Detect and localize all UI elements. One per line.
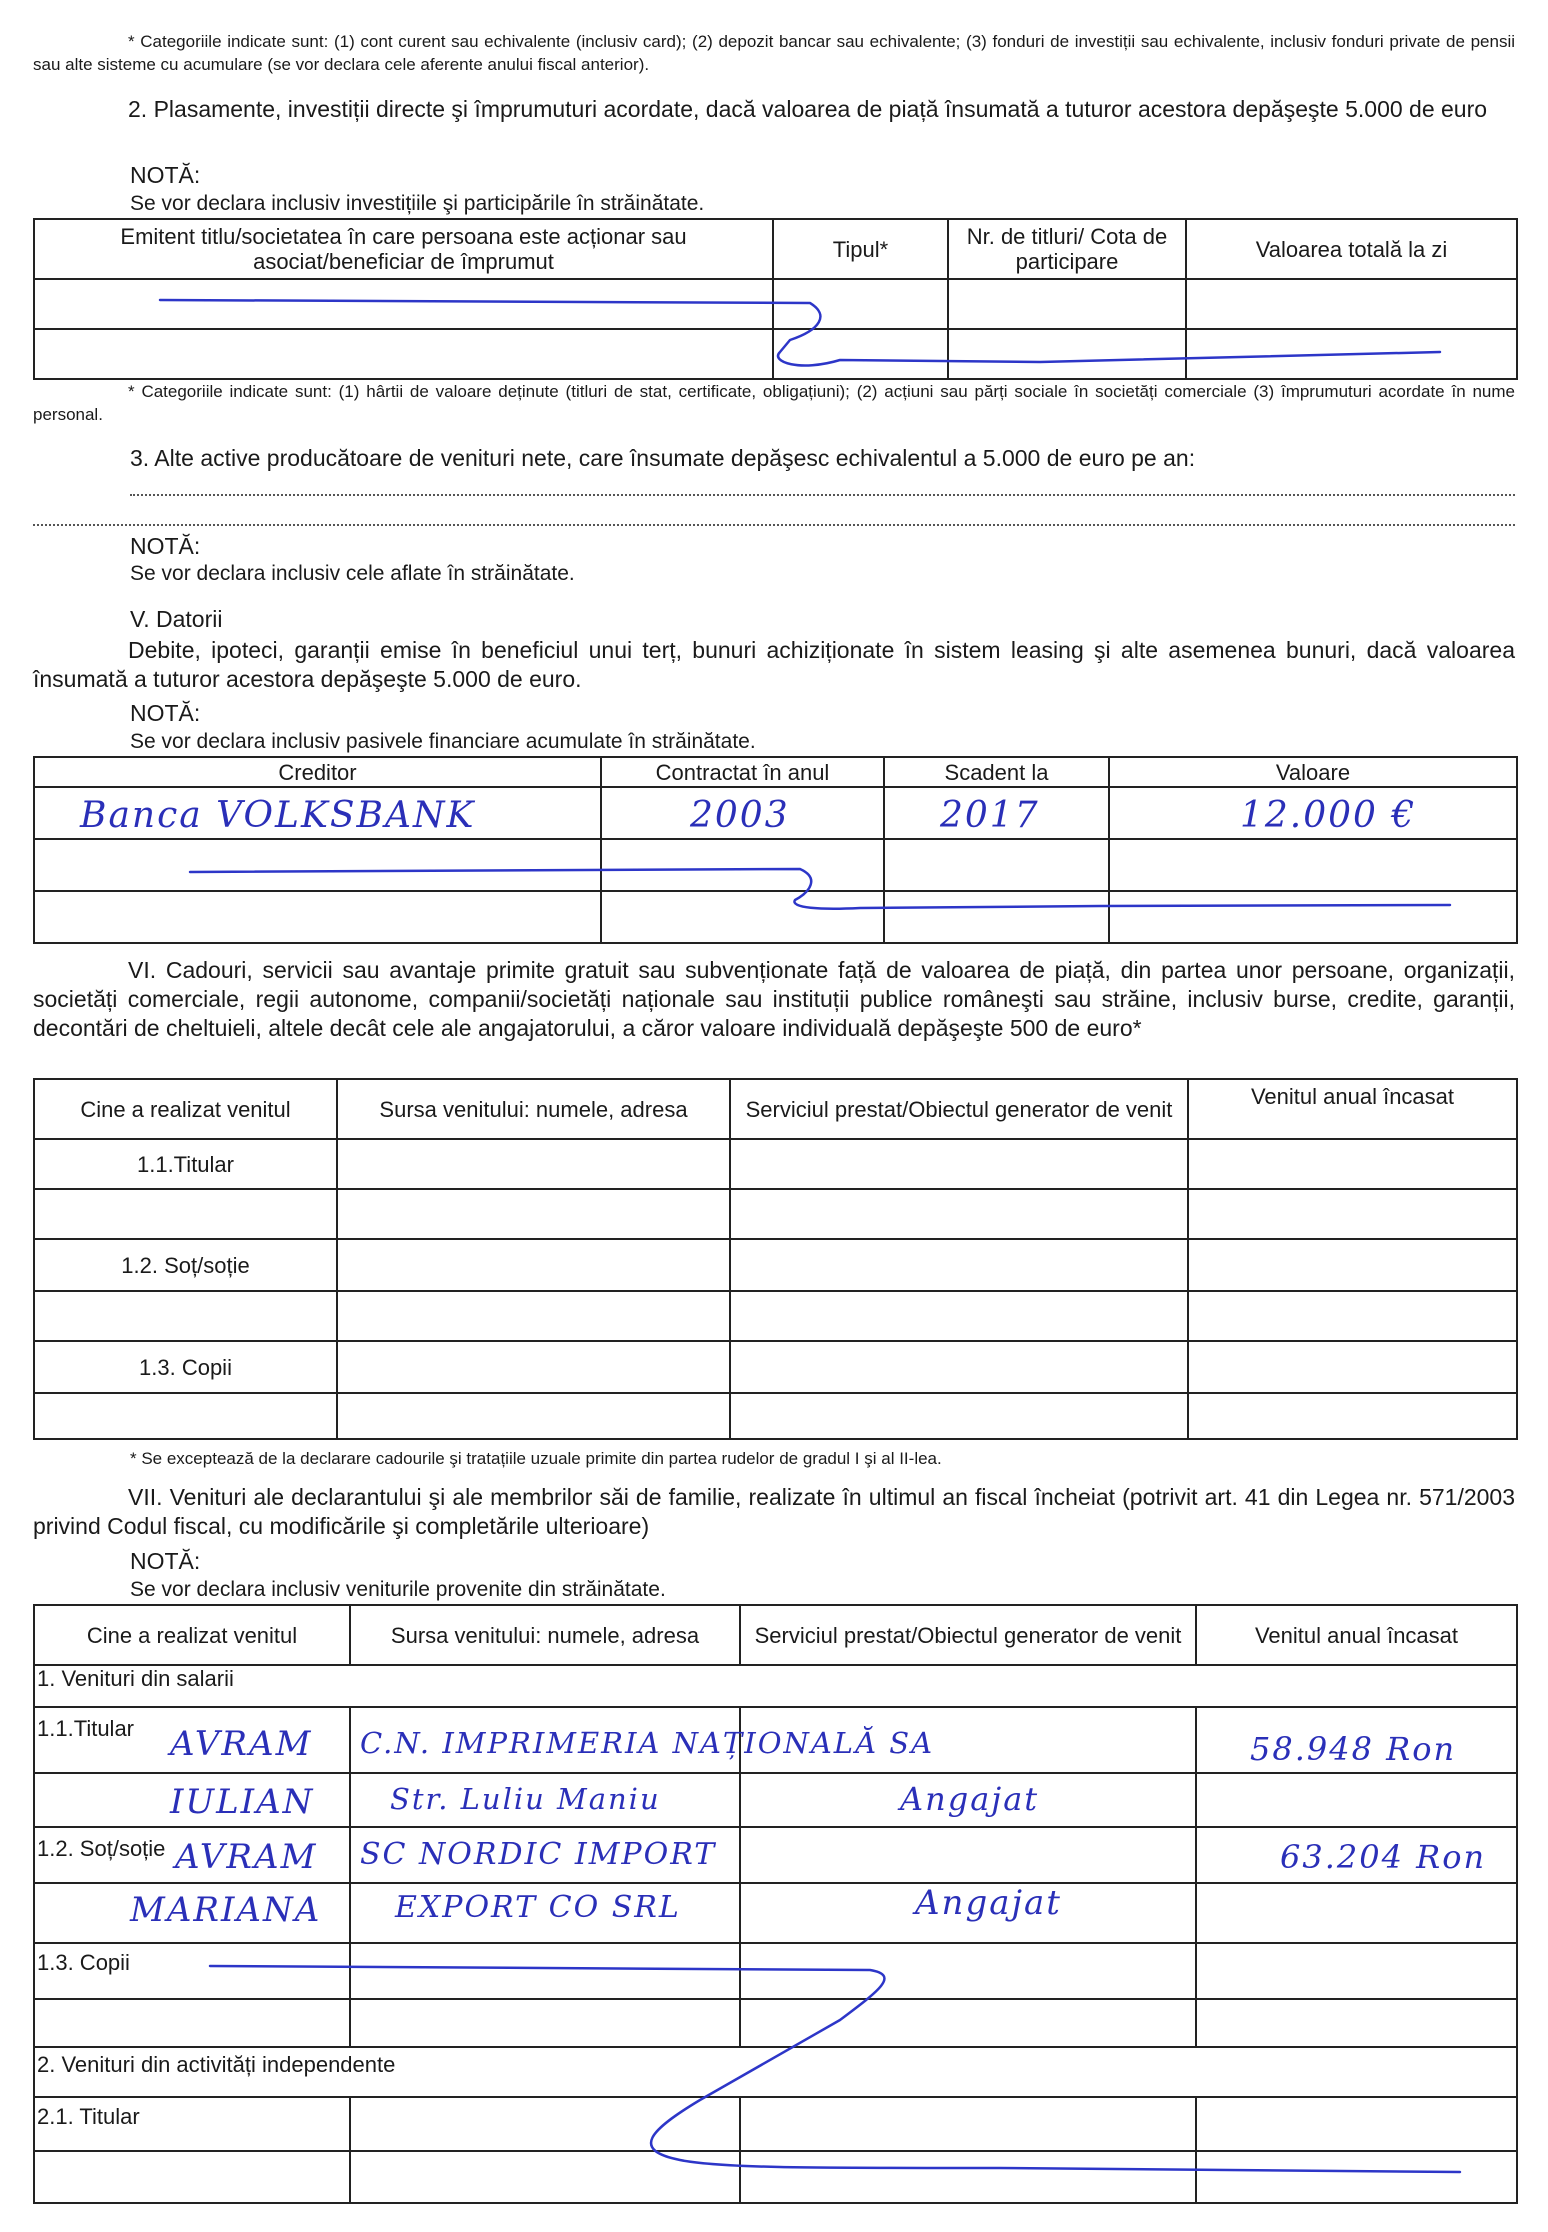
- group-salaries: 1. Venituri din salarii: [34, 1665, 1517, 1707]
- header-shares: Nr. de titluri/ Cota de participare: [948, 219, 1186, 279]
- table-row: [34, 1189, 1517, 1239]
- section-7-nota: NOTĂ:: [130, 1548, 201, 1574]
- section-6-title: VI. Cadouri, servicii sau avantaje primite gratuit sau subvenționate față de valoarea de piață, din partea unor persoane, organizații, societăți comerciale, regii autonome, companii/societăți naționale sau instituții publice româneşti sau străine, inclusiv burse, credite, garanții, decontări de cheltuieli, altele decât cele ale angajatorului, a căror valoare individuală depăşeşte 500 de euro*: [33, 957, 1515, 1041]
- holder-name-line1: AVRAM: [170, 1724, 313, 1764]
- table-row: [34, 329, 1517, 379]
- due-value: 2017: [940, 795, 1040, 836]
- section-3-note: Se vor declara inclusiv cele aflate în străinătate.: [130, 562, 575, 585]
- holder-service: Angajat: [900, 1780, 1040, 1818]
- section-7-title: VII. Venituri ale declarantului şi ale membrilor săi de familie, realizate în ultimul an fiscal încheiat (potrivit art. 41 din Legea nr. 571/2003 privind Codul fiscal, cu modificările şi completările ulterioare): [33, 1484, 1515, 1539]
- table-row: [34, 1943, 1517, 1999]
- dotted-line: [33, 524, 1515, 526]
- row-label-children: 1.3. Copii: [34, 1943, 350, 1999]
- spouse-service: Angajat: [915, 1883, 1062, 1923]
- header-due: Scadent la: [884, 757, 1109, 787]
- row-label-holder: 1.1.Titular: [34, 1139, 337, 1189]
- section-2-title: 2. Plasamente, investiții directe şi împrumuturi acordate, dacă valoarea de piață însumată a tuturor acestora depăşeşte 5.000 de euro: [128, 96, 1488, 122]
- section-2-nota: NOTĂ:: [130, 162, 201, 188]
- section-3-nota: NOTĂ:: [130, 533, 201, 559]
- header-total-value: Valoarea totală la zi: [1186, 219, 1517, 279]
- row-label-children: 1.3. Copii: [34, 1341, 337, 1393]
- holder-income: 58.948 Ron: [1250, 1730, 1457, 1768]
- header-value: Valoare: [1109, 757, 1517, 787]
- header-source: Sursa venitului: numele, adresa: [350, 1605, 740, 1665]
- header-who: Cine a realizat venitul: [34, 1605, 350, 1665]
- table-row: [34, 1999, 1517, 2047]
- header-contract-year: Contractat în anul: [601, 757, 884, 787]
- header-who: Cine a realizat venitul: [34, 1079, 337, 1139]
- section-7-note: Se vor declara inclusiv veniturile provenite din străinătate.: [130, 1578, 666, 1601]
- row-label-spouse: 1.2. Soț/soție: [34, 1827, 350, 1883]
- spouse-name-line2: MARIANA: [130, 1890, 322, 1930]
- row-label-independent-holder: 2.1. Titular: [34, 2097, 350, 2151]
- spouse-source-line1: SC NORDIC IMPORT: [360, 1837, 717, 1872]
- spouse-income: 63.204 Ron: [1280, 1838, 1487, 1876]
- table-row: [34, 891, 1517, 943]
- investments-table: [33, 218, 1518, 380]
- spouse-name-line1: AVRAM: [175, 1837, 318, 1877]
- investments-footnote: * Categoriile indicate sunt: (1) cont curent sau echivalente (inclusiv card); (2) depozit bancar sau echivalente; (3) fonduri de investiții sau echivalente, inclusiv fonduri private de pensii sau alte sisteme cu acumulare (se vor declara cele aferente anului fiscal anterior).: [33, 32, 1515, 74]
- holder-name-line2: IULIAN: [170, 1782, 315, 1822]
- header-service: Serviciul prestat/Obiectul generator de venit: [740, 1605, 1196, 1665]
- table-row: [34, 279, 1517, 329]
- table-row: [34, 839, 1517, 891]
- holder-source-line2: Str. Luliu Maniu: [390, 1782, 661, 1816]
- table-row: [34, 1291, 1517, 1341]
- header-service: Serviciul prestat/Obiectul generator de venit: [730, 1079, 1188, 1139]
- holder-source-line1: C.N. IMPRIMERIA NAȚIONALĂ SA: [360, 1726, 935, 1760]
- row-label-spouse: 1.2. Soț/soție: [34, 1239, 337, 1291]
- gifts-table: [33, 1078, 1518, 1440]
- header-income: Venitul anual încasat: [1188, 1079, 1517, 1139]
- section-5-heading: V. Datorii: [130, 606, 223, 632]
- section-3-title: 3. Alte active producătoare de venituri nete, care însumate depăşesc echivalentul a 5.000 de euro pe an:: [130, 445, 1196, 471]
- table-row: [34, 2151, 1517, 2203]
- section-5-note: Se vor declara inclusiv pasivele financiare acumulate în străinătate.: [130, 730, 756, 753]
- group-independent: 2. Venituri din activități independente: [34, 2047, 1517, 2097]
- table-row: [34, 1393, 1517, 1439]
- header-income: Venitul anual încasat: [1196, 1605, 1517, 1665]
- spouse-source-line2: EXPORT CO SRL: [395, 1890, 681, 1925]
- table-row: [34, 1239, 1517, 1291]
- section-5-nota: NOTĂ:: [130, 700, 201, 726]
- section-2-note: Se vor declara inclusiv investițiile şi participările în străinătate.: [130, 192, 705, 215]
- debt-value: 12.000 €: [1240, 795, 1417, 836]
- creditor-value: Banca VOLKSBANK: [80, 795, 476, 836]
- debts-table: [33, 756, 1518, 944]
- header-type: Tipul*: [773, 219, 948, 279]
- dotted-line: [130, 494, 1515, 496]
- header-source: Sursa venitului: numele, adresa: [337, 1079, 730, 1139]
- table-row: [34, 1341, 1517, 1393]
- section-5-text: Debite, ipoteci, garanții emise în beneficiul unui terț, bunuri achiziționate în sistem leasing şi alte asemenea bunuri, dacă valoarea însumată a tuturor acestora depăşeşte 5.000 de euro.: [33, 637, 1515, 692]
- header-issuer: Emitent titlu/societatea în care persoana este acționar sau asociat/beneficiar de împrumut: [34, 219, 773, 279]
- header-creditor: Creditor: [34, 757, 601, 787]
- section-2-footnote: * Categoriile indicate sunt: (1) hârtii de valoare deținute (titluri de stat, certificate, obligațiuni); (2) acțiuni sau părți sociale în societăți comerciale (3) împrumuturi acordate în nume personal.: [33, 382, 1515, 424]
- table-row: [34, 1139, 1517, 1189]
- section-6-footnote: * Se exceptează de la declarare cadourile şi tratațiile uzuale primite din partea rudelor de gradul I şi al II-lea.: [130, 1449, 942, 1468]
- row-label-holder: 1.1.Titular: [34, 1707, 350, 1773]
- table-row: [34, 2097, 1517, 2151]
- contract-year-value: 2003: [690, 795, 790, 836]
